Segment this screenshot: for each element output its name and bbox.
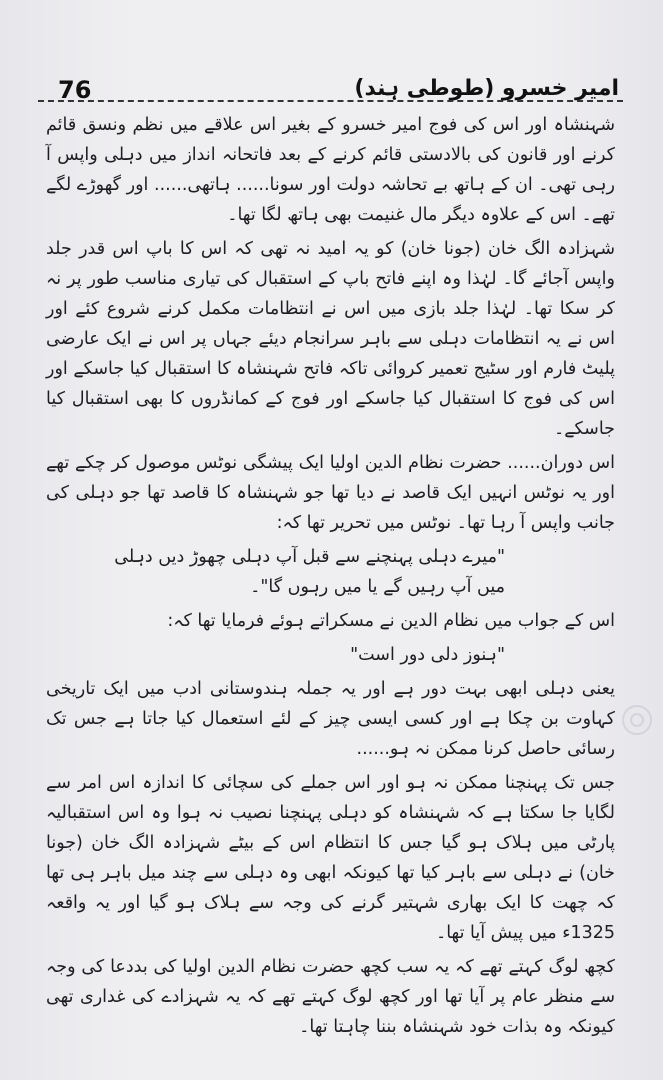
- paragraph: شہنشاہ اور اس کی فوج امیر خسرو کے بغیر اس علاقے میں نظم ونسق قائم کرنے اور قانون کی بالادستی قائم کرنے کے بعد فاتحانہ انداز میں دہلی واپس آ رہی تھی۔ ان کے ہاتھ بے تحاشہ دولت اور سونا...... ہاتھی...... اور گھوڑے لگے تھے۔ اس کے علاوہ دیگر مال غنیمت بھی ہاتھ لگا تھا۔: [46, 115, 615, 225]
- paragraph: اس کے جواب میں نظام الدین نے مسکراتے ہوئے فرمایا تھا کہ:: [167, 611, 615, 631]
- paragraph: کچھ لوگ کہتے تھے کہ یہ سب کچھ حضرت نظام الدین اولیا کی بددعا کی وجہ سے منظر عام پر آیا تھا اور کچھ لوگ کہتے تھے کہ یہ شہزادے کی غداری تھی کیونکہ وہ بذات خود شہنشاہ بننا چاہتا تھا۔: [46, 957, 615, 1037]
- quotation: "ہنوز دلی دور است": [350, 645, 505, 665]
- faint-ornament: [619, 690, 655, 750]
- page-body: [46, 110, 615, 1046]
- quotation: "میرے دہلی پہنچنے سے قبل آپ دہلی چھوڑ دیں دہلی میں آپ رہیں گے یا میں رہوں گا"۔: [114, 547, 505, 597]
- paragraph: یعنی دہلی ابھی بہت دور ہے اور یہ جملہ ہندوستانی ادب میں ایک تاریخی کہاوت بن چکا ہے اور کسی ایسی چیز کے لئے استعمال کیا جاتا ہے جس تک رسائی حاصل کرنا ممکن نہ ہو......: [46, 679, 615, 759]
- paragraph: جس تک پہنچنا ممکن نہ ہو اور اس جملے کی سچائی کا اندازہ اس امر سے لگایا جا سکتا ہے کہ شہنشاہ کو دہلی پہنچنا نصیب نہ ہوا وہ اس استقبالیہ پارٹی میں ہلاک ہو گیا جس کا انتظام اس کے بیٹے شہزادہ الگ خان (جونا خان) نے دہلی سے باہر کیا تھا کیونکہ ابھی وہ دہلی سے چند میل باہر ہی تھا کہ چھت کا ایک بھاری شہتیر گرنے کی وجہ سے ہلاک ہو گیا اور یہ واقعہ 1325ء میں پیش آیا تھا۔: [46, 773, 615, 943]
- paragraph: اس دوران...... حضرت نظام الدین اولیا ایک پیشگی نوٹس موصول کر چکے تھے اور یہ نوٹس انہیں ایک قاصد نے دیا تھا جو شہنشاہ کا قاصد تھا جو دہلی کی جانب واپس آ رہا تھا۔ نوٹس میں تحریر تھا کہ:: [46, 453, 615, 533]
- paragraph: شہزادہ الگ خان (جونا خان) کو یہ امید نہ تھی کہ اس کا باپ اس قدر جلد واپس آجائے گا۔ لہٰذا وہ اپنے فاتح باپ کے استقبال کی تیاری مناسب طور پر نہ کر سکا تھا۔ لہٰذا جلد بازی میں اس نے انتظامات مکمل کرنے شروع کئے اور اس نے یہ انتظامات دہلی سے باہر سرانجام دیئے جہاں پر اس نے ایک عارضی پلیٹ فارم اور سٹیج تعمیر کروائی تاکہ فاتح شہنشاہ کا استقبال کیا جاسکے اور اس کی فوج کا استقبال کیا جاسکے اور فوج کے کمانڈروں کا بھی استقبال کیا جاسکے۔: [46, 239, 615, 439]
- page-number: 76: [58, 76, 92, 104]
- running-title: امیر خسرو (طوطی ہند): [354, 76, 619, 101]
- header-divider: [38, 100, 623, 102]
